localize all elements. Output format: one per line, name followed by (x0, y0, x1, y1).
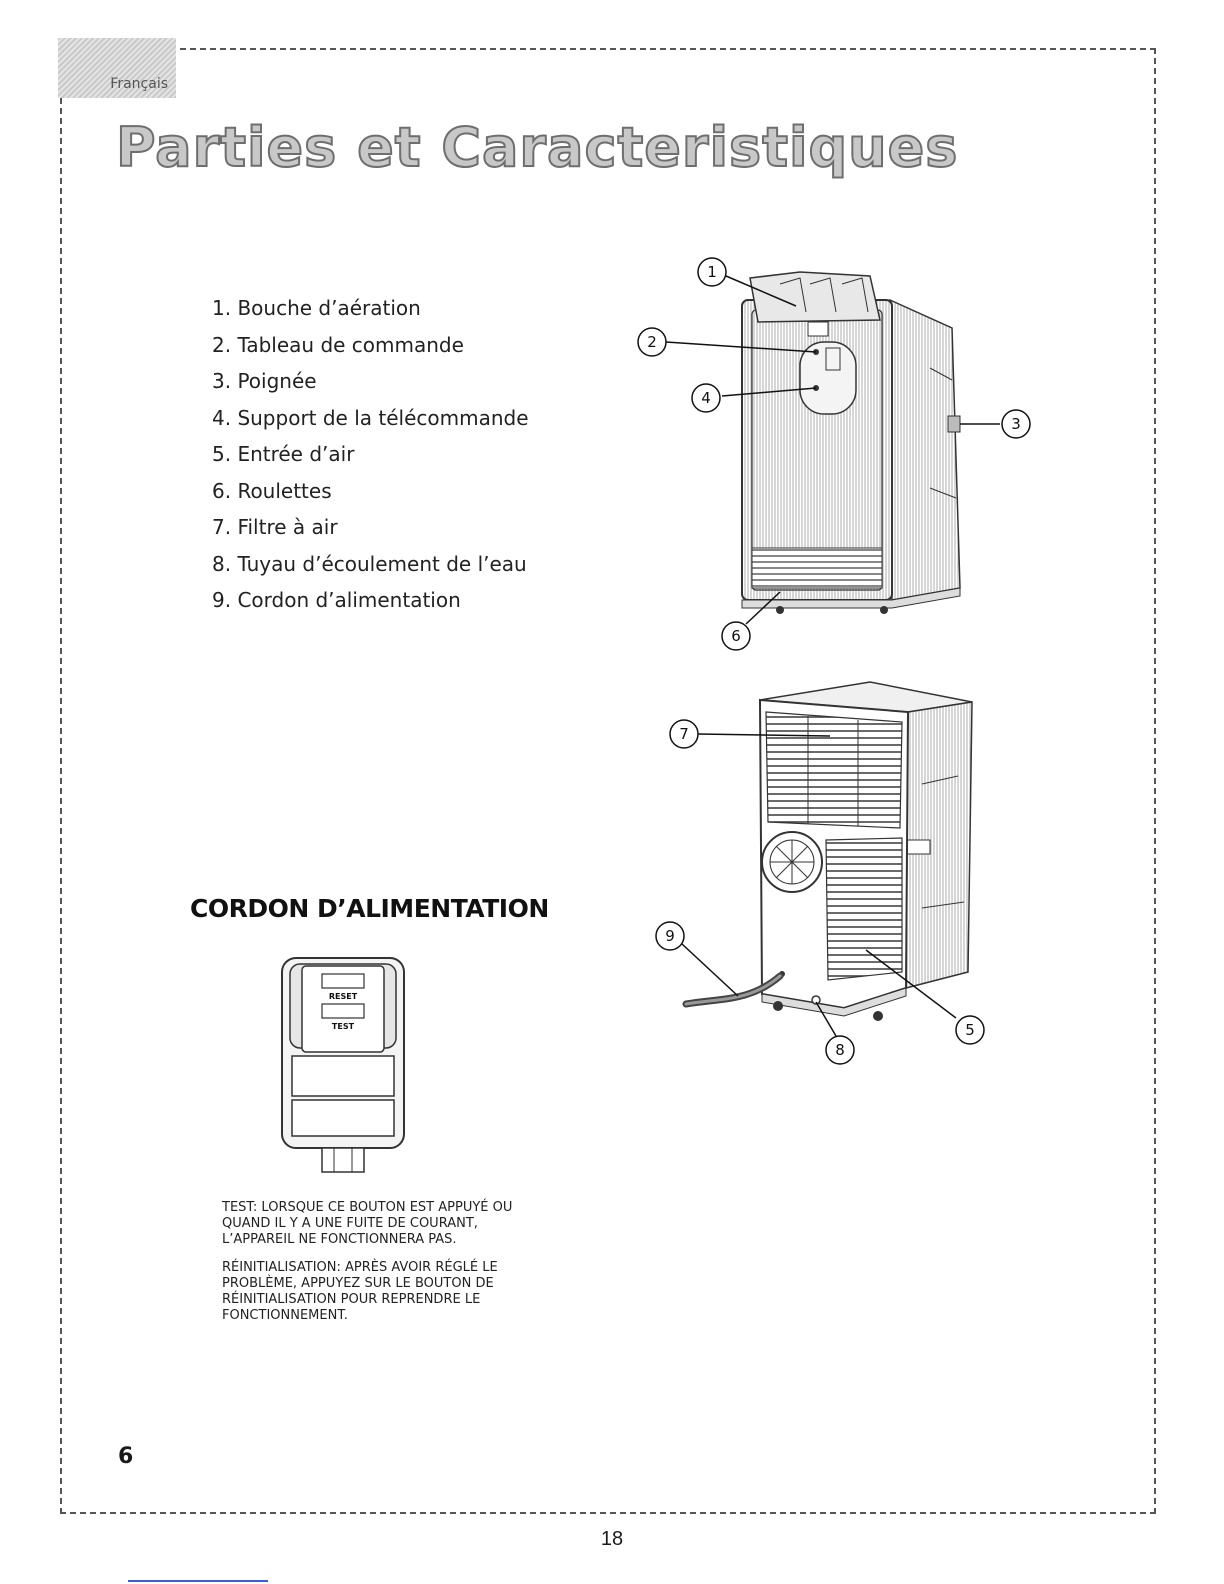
back-unit-illustration (630, 672, 1050, 1072)
callout-6-label: 6 (731, 627, 741, 645)
callout-4 (692, 384, 720, 412)
callout-9-label: 9 (665, 927, 675, 945)
language-tab-label: Français (110, 76, 168, 92)
language-tab (58, 38, 176, 98)
test-label: TEST (331, 1022, 355, 1031)
callout-7-label: 7 (679, 725, 689, 743)
page-number: 6 (118, 1444, 134, 1469)
reset-note: RÉINITIALISATION: APRÈS AVOIR RÉGLÉ LE PROBLÈME, APPUYEZ SUR LE BOUTON DE RÉINITIALISATION POUR REPRENDRE LE FONCTIONNEMENT. (222, 1260, 498, 1323)
list-item: 9. Cordon d’alimentation (212, 588, 461, 612)
power-cord-device-illustration (278, 956, 408, 1178)
list-item: 5. Entrée d’air (212, 442, 355, 466)
list-item: 6. Roulettes (212, 478, 332, 503)
callout-9 (656, 922, 684, 950)
callout-5 (956, 1016, 984, 1044)
list-item: 2. Tableau de commande (212, 332, 464, 357)
test-note: TEST: LORSQUE CE BOUTON EST APPUYÉ OU QUAND IL Y A UNE FUITE DE COURANT, L’APPAREIL NE FONCTIONNERA PAS. (222, 1200, 513, 1247)
callout-4-label: 4 (701, 389, 711, 407)
callout-2-label: 2 (647, 333, 657, 351)
list-item: 8. Tuyau d’écoulement de l’eau (212, 551, 527, 576)
page-title: Parties et Caracteristiques (116, 116, 959, 179)
callout-8 (826, 1036, 854, 1064)
callout-5-label: 5 (965, 1021, 975, 1039)
callout-8-label: 8 (835, 1041, 845, 1059)
cord-notes (222, 1200, 522, 1336)
footer-page-number: 18 (600, 1528, 624, 1550)
list-item: 3. Poignée (212, 369, 317, 393)
cord-section-title: CORDON D’ALIMENTATION (190, 894, 549, 923)
list-item: 4. Support de la télécommande (212, 405, 529, 430)
callout-3 (1002, 410, 1030, 438)
callout-2 (638, 328, 666, 356)
callout-3-label: 3 (1011, 415, 1021, 433)
callout-6 (722, 622, 750, 650)
callout-7 (670, 720, 698, 748)
footer-link-underline (128, 1580, 268, 1582)
front-unit-illustration (630, 248, 1050, 668)
reset-label: RESET (328, 992, 358, 1001)
list-item: 7. Filtre à air (212, 515, 338, 539)
list-item: 1. Bouche d’aération (212, 296, 421, 320)
callout-1 (698, 258, 726, 286)
parts-list (212, 290, 529, 619)
callout-1-label: 1 (707, 263, 717, 281)
